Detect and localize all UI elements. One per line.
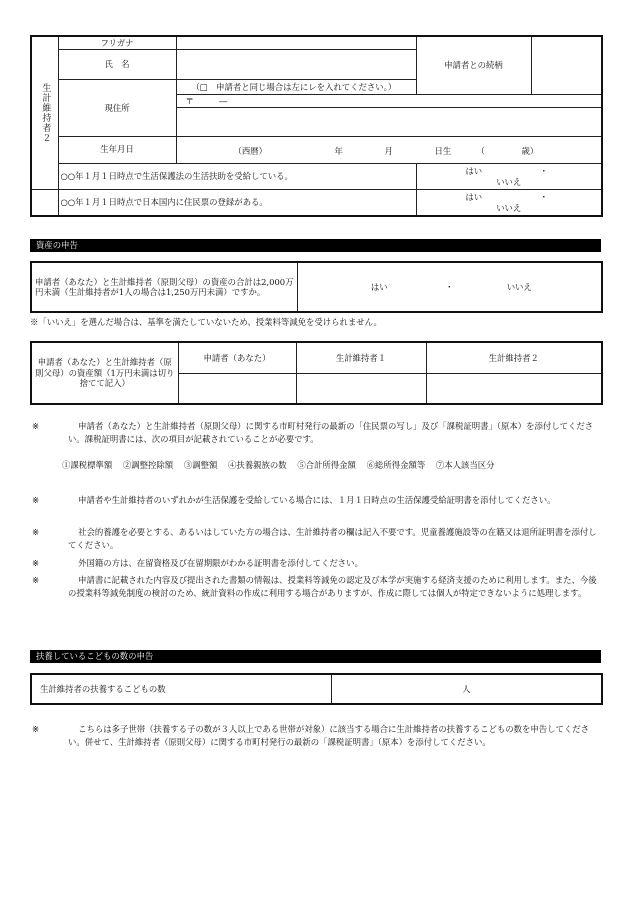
supporter2-table [30,35,603,217]
assets-warning: ※「いいえ」を選んだ場合は、基準を満たしていないため、授業料等減免を受けられません。 [30,317,382,327]
tax-item: ②調整控除額 [122,460,174,470]
q1-answer[interactable] [416,163,602,189]
address-note [176,79,416,94]
postal-mark: 〒 ― [185,95,228,106]
assets-question-table [30,261,603,313]
tax-items-list [62,459,503,471]
age-open: （ [476,145,485,156]
assets-sep: ・ [445,281,454,292]
furigana-input[interactable] [176,36,416,49]
note-4 [30,557,601,570]
note-5-mark: ※ [32,575,40,585]
q1-no[interactable]: いいえ [496,176,522,187]
note-5-text: 申請書に記載された内容及び提出された書類の情報は、授業料等減免の認定及び本学が実施する経済支援のために利用します。また、今後の授業料等減免制度の検討のため、統計資料の作成に利用する場合がありますが、作成に際しては個人が特定できないように処理します。 [68,575,597,598]
q1-sep: ・ [539,166,548,177]
q2-answer[interactable] [416,190,602,216]
address-input[interactable] [176,108,602,136]
tax-item: ⑥総所得金額等 [366,460,426,470]
children-count-label: 生計維持者の扶養するこどもの数 [31,674,331,704]
age-unit: 歳） [521,145,539,156]
children-section-title: 扶養しているこどもの数の申告 [30,650,601,663]
tax-item: ③調整額 [183,460,218,470]
note-1-text: 申請者（あなた）と生計維持者（原則父母）に関する市町村発行の最新の「住民票の写し」及び「課税証明書」（原本）を添付してください。課税証明書には、次の項目が記載されていることが必要です。 [68,421,594,444]
assets-amount-table [30,341,603,405]
children-note-text: こちらは多子世帯（扶養する子の数が３人以上である世帯が対象）に該当する場合に生計維持者の扶養するこどもの数を申告してください。併せて、生計維持者（原則父母）に関する市町村発行の最新の「課税証明書」（原本）を添付してください。 [68,724,589,747]
tax-item: ①課税標準額 [62,460,113,470]
relationship-input[interactable] [531,36,602,95]
col-supporter1: 生計維持者１ [296,342,426,373]
note-4-mark: ※ [32,558,40,568]
note-2-mark: ※ [32,495,40,505]
children-count-input[interactable] [331,674,602,704]
q2-label: ○○年１月１日時点で日本国内に住民票の登録がある。 [58,190,416,216]
note-1-mark: ※ [32,421,40,431]
q1-label: ○○年１月１日時点で生活保護法の生活扶助を受給している。 [58,163,416,189]
note-5 [30,574,601,600]
name-input[interactable] [176,49,416,79]
day-unit: 日生 [434,145,452,156]
supporter2-vertical-label: 生計維持者２ [31,36,58,190]
year-unit: 年 [334,145,343,156]
address-label: 現住所 [58,79,176,136]
birthdate-era: （西暦） [233,145,267,156]
note-1 [30,420,601,446]
supporter2-asset-input[interactable] [426,373,602,404]
note-3-mark: ※ [32,527,40,537]
name-label: 氏 名 [58,49,176,79]
assets-no[interactable]: いいえ [506,281,532,292]
q2-sep: ・ [539,192,548,203]
birthdate-label: 生年月日 [58,136,176,163]
note-4-text: 外国籍の方は、在留資格及び在留期限がわかる証明書を添付してください。 [78,558,363,568]
assets-yes[interactable]: はい [370,281,388,292]
assets-section-title: 資産の申告 [30,239,601,252]
note-3-text: 社会的養護を必要とする、あるいはしていた方の場合は、生計維持者の欄は記入不要です。児童養護施設等の在籍又は退所証明書を添付してください。 [68,527,597,550]
postal-code-input[interactable] [176,95,602,108]
q2-no[interactable]: いいえ [496,202,522,213]
children-note [30,723,601,749]
q2-yes[interactable]: はい [465,192,483,203]
children-note-mark: ※ [32,724,40,734]
q1-yes[interactable]: はい [465,166,483,177]
birthdate-input[interactable] [176,136,602,163]
furigana-label: フリガナ [58,36,176,49]
tax-item: ⑤合計所得金額 [297,460,356,470]
children-table [30,673,603,705]
relationship-label: 申請者との続柄 [416,36,531,95]
note-3 [30,526,601,552]
tax-item: ⑦本人該当区分 [435,460,495,470]
col-supporter2: 生計維持者２ [426,342,602,373]
assets-question: 申請者（あなた）と生計維持者（原則父母）の資産の合計は2,000万円未満（生計維持者が1人の場合は1,250万円未満）ですか。 [31,262,297,312]
col-applicant: 申請者（あなた） [178,342,296,373]
applicant-asset-input[interactable] [178,373,296,404]
month-unit: 月 [384,145,393,156]
address-note-text: （□ 申請者と同じ場合は左にレを入れてください。） [191,81,397,92]
supporter1-asset-input[interactable] [296,373,426,404]
note-2-text: 申請者や生計維持者のいずれかが生活保護を受給している場合には、１月１日時点の生活保護受給証明書を添付してください。 [78,495,556,505]
asset-amount-label: 申請者（あなた）と生計維持者（原則父母）の資産額（1万円未満は切り捨てて記入） [31,342,178,404]
tax-item: ④扶養親族の数 [228,460,287,470]
assets-answer[interactable] [297,262,602,312]
children-unit: 人 [462,683,471,694]
note-2 [30,494,601,507]
